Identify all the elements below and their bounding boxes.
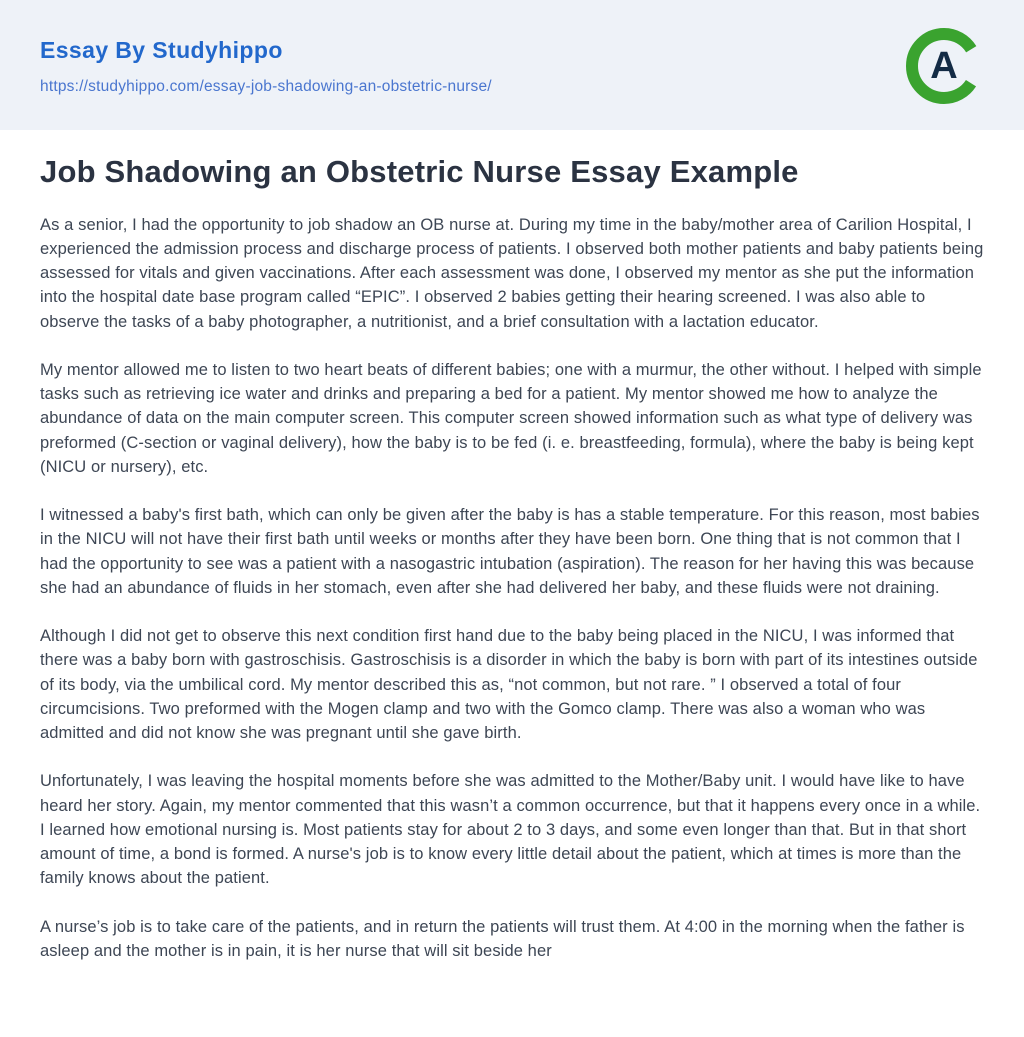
page-header: [0, 0, 1024, 130]
studyhippo-logo-icon: [904, 26, 984, 106]
essay-article: [0, 130, 1024, 1003]
essay-title: Job Shadowing an Obstetric Nurse Essay Example: [40, 154, 799, 189]
essay-url-link[interactable]: https://studyhippo.com/essay-job-shadowing-an-obstetric-nurse/: [40, 77, 492, 95]
site-title: Essay By Studyhippo: [40, 36, 283, 63]
essay-paragraph-2: My mentor allowed me to listen to two heart beats of different babies; one with a murmur, the other without. I helped with simple tasks such as retrieving ice water and drinks and preparing a bed for a patient. My mentor showed me how to analyze the abundance of data on the main computer screen. This computer screen showed information such as what type of delivery was preformed (C-section or vaginal delivery), how the baby is to be fed (i. e. breastfeeding, formula), where the baby is being kept (NICU or nursery), etc.: [40, 360, 982, 476]
studyhippo-logo[interactable]: [904, 26, 984, 106]
essay-paragraph-5: Unfortunately, I was leaving the hospital moments before she was admitted to the Mother/Baby unit. I would have like to have heard her story. Again, my mentor commented that this wasn’t a common occurrence, but that it happens every once in a while. I learned how emotional nursing is. Most patients stay for about 2 to 3 days, and some even longer than that. But in that short amount of time, a bond is formed. A nurse's job is to know every little detail about the patient, which at times is more than the family knows about the patient.: [40, 772, 981, 888]
essay-paragraph-1: As a senior, I had the opportunity to job shadow an OB nurse at. During my time in the baby/mother area of Carilion Hospital, I experienced the admission process and discharge process of patients. I observed both mother patients and baby patients being assessed for vitals and given vaccinations. After each assessment was done, I observed my mentor as she put the information into the hospital date base program called “EPIC”. I observed 2 babies getting their hearing screened. I was also able to observe the tasks of a baby photographer, a nutritionist, and a brief consultation with a lactation educator.: [40, 215, 984, 331]
header-text-block: [40, 37, 492, 96]
essay-paragraph-4: Although I did not get to observe this next condition first hand due to the baby being placed in the NICU, I was informed that there was a baby born with gastroschisis. Gastroschisis is a disorder in which the baby is born with part of its intestines outside of its body, via the umbilical cord. My mentor described this as, “not common, but not rare. ” I observed a total of four circumcisions. Two preformed with the Mogen clamp and two with the Gomco clamp. There was also a woman who was admitted and did not know she was pregnant until she gave birth.: [40, 627, 978, 743]
essay-paragraph-6: A nurse’s job is to take care of the patients, and in return the patients will trust them. At 4:00 in the morning when the father is asleep and the mother is in pain, it is her nurse that will sit beside her: [40, 917, 965, 960]
essay-paragraph-3: I witnessed a baby's first bath, which can only be given after the baby is has a stable temperature. For this reason, most babies in the NICU will not have their first bath until weeks or months after they have been born. One thing that is not common that I had the opportunity to see was a patient with a nasogastric intubation (aspiration). The reason for her having this was because she had an abundance of fluids in her stomach, even after she had delivered her baby, and these fluids were not draining.: [40, 506, 980, 597]
logo-letter: A: [930, 45, 958, 87]
